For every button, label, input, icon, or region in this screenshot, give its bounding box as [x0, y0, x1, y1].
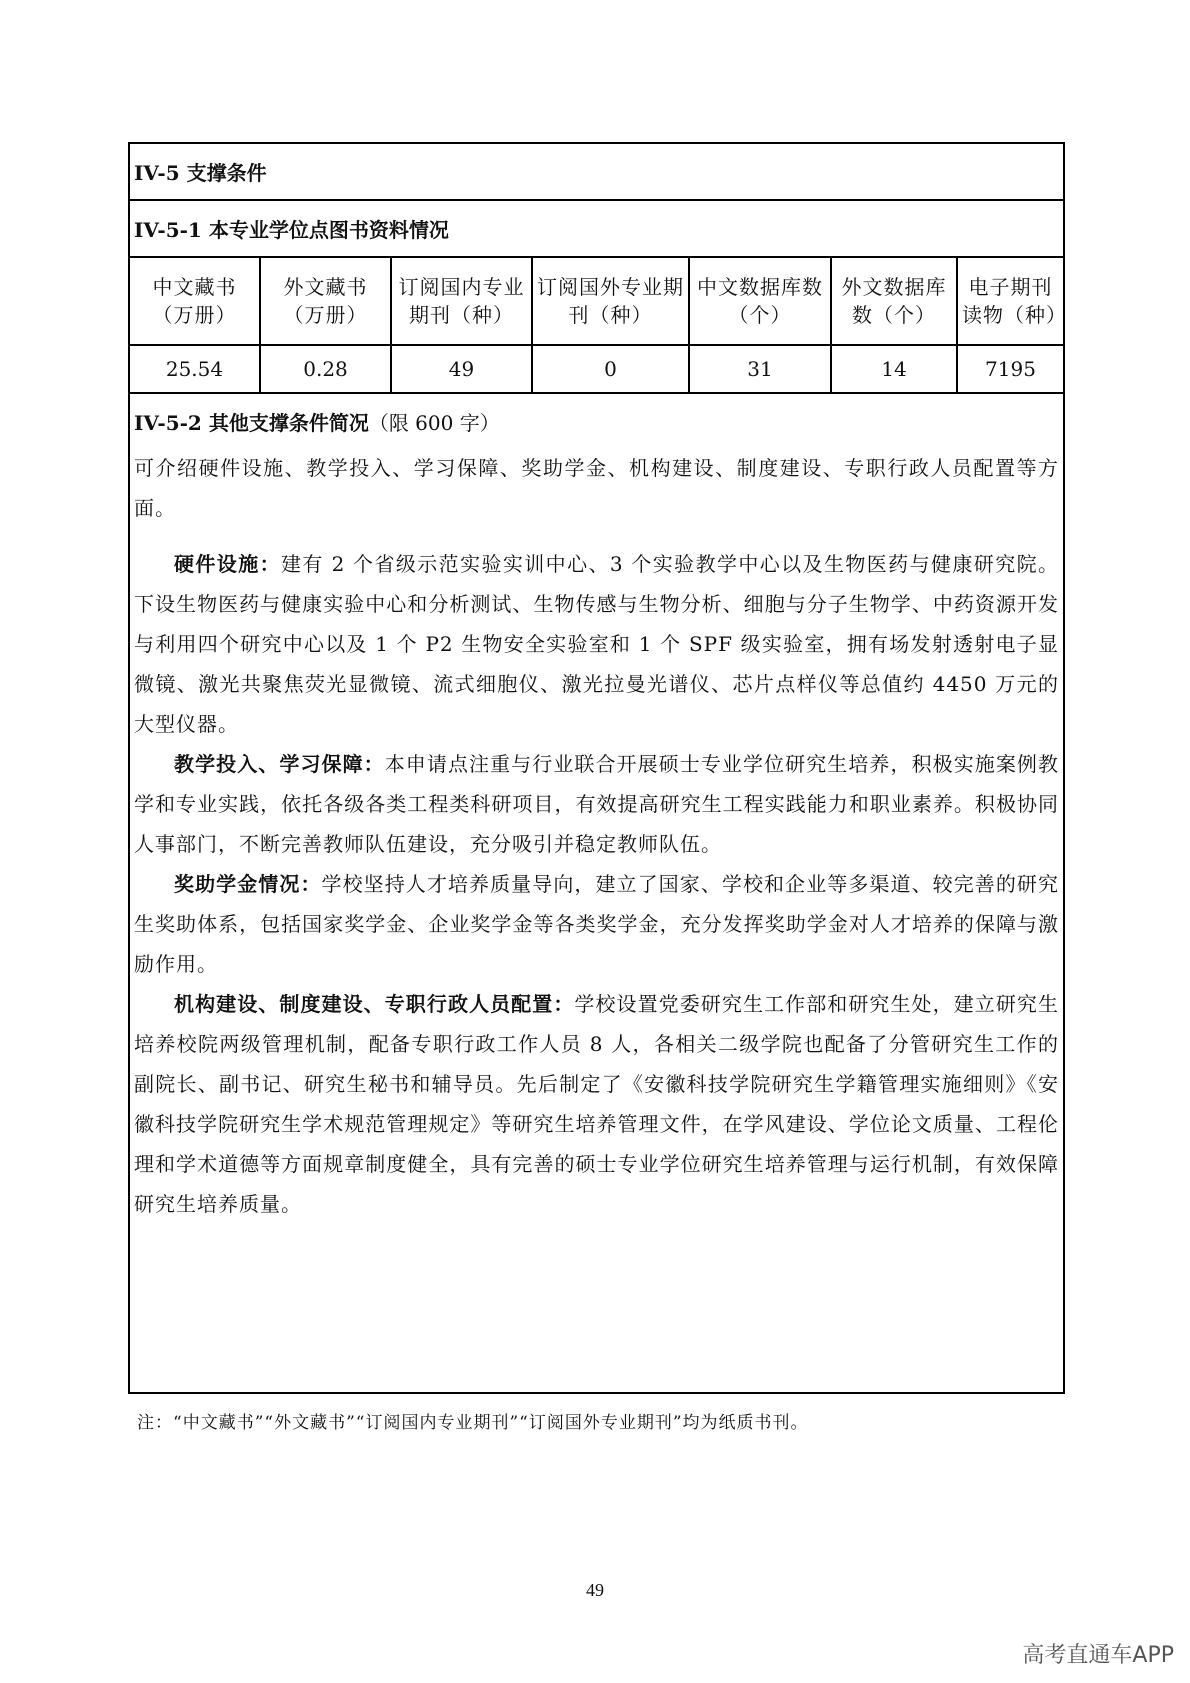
subsection-2-title-row [130, 394, 1063, 448]
watermark: 高考直通车APP [1022, 1643, 1174, 1668]
paragraph-institutions-text: 学校设置党委研究生工作部和研究生处，建立研究生培养校院两级管理机制，配备专职行政工作人员 8 人，各相关二级学院也配备了分管研究生工作的副院长、副书记、研究生秘书和辅导员。先后制定了《安徽科技学院研究生学籍管理实施细则》《安徽科技学院研究生学术规范管理规定》等研究生培养管理文件，在学风建设、学位论文质量、工程伦理和学术道德等方面规章制度健全，具有完善的硕士专业学位研究生培养管理与运行机制，有效保障研究生培养质量。 [134, 992, 1060, 1216]
subsection-2-limit: （限 600 字） [368, 410, 500, 435]
page-number: 49 [586, 1580, 604, 1600]
other-support-content [134, 448, 1059, 1224]
paragraph-institutions-label: 机构建设、制度建设、专职行政人员配置： [174, 992, 575, 1016]
table-header-row [130, 258, 1067, 346]
subsection-2-title: IV-5-2 其他支撑条件简况 [134, 410, 369, 435]
value-chinese-databases: 31 [690, 346, 832, 392]
library-resources-table [130, 258, 1067, 394]
value-domestic-journals: 49 [392, 346, 533, 392]
paragraph-teaching-text: 本申请点注重与行业联合开展硕士专业学位研究生培养，积极实施案例教学和专业实践，依托各级各类工程类科研项目，有效提高研究生工程实践能力和职业素养。积极协同人事部门，不断完善教师队伍建设，充分吸引并稳定教师队伍。 [134, 752, 1060, 856]
value-foreign-books: 0.28 [261, 346, 392, 392]
subsection-1-title: IV-5-1 本专业学位点图书资料情况 [134, 218, 449, 242]
header-foreign-journals: 订阅国外专业期刊（种） [533, 258, 690, 344]
header-foreign-databases: 外文数据库数（个） [832, 258, 958, 344]
header-chinese-books: 中文藏书（万册） [130, 258, 261, 344]
value-foreign-databases: 14 [832, 346, 958, 392]
header-foreign-books: 外文藏书（万册） [261, 258, 392, 344]
header-domestic-journals: 订阅国内专业期刊（种） [392, 258, 533, 344]
support-conditions-form [128, 142, 1065, 1394]
footnote: 注：“中文藏书”“外文藏书”“订阅国内专业期刊”“订阅国外专业期刊”均为纸质书刊。 [137, 1413, 809, 1433]
paragraph-scholarships [134, 864, 1059, 984]
value-chinese-books: 25.54 [130, 346, 261, 392]
paragraph-hardware [134, 544, 1059, 744]
paragraph-scholarships-label: 奖助学金情况： [174, 872, 322, 896]
value-foreign-journals: 0 [533, 346, 690, 392]
paragraph-scholarships-text: 学校坚持人才培养质量导向，建立了国家、学校和企业等多渠道、较完善的研究生奖助体系，包括国家奖学金、企业奖学金等各类奖学金，充分发挥奖助学金对人才培养的保障与激励作用。 [134, 872, 1060, 976]
paragraph-institutions [134, 984, 1059, 1224]
header-chinese-databases: 中文数据库数（个） [690, 258, 832, 344]
table-row [130, 346, 1063, 392]
section-title: IV-5 支撑条件 [134, 161, 267, 185]
subsection-1-title-row [130, 201, 1063, 258]
paragraph-hardware-text: 建有 2 个省级示范实验实训中心、3 个实验教学中心以及生物医药与健康研究院。下设生物医药与健康实验中心和分析测试、生物传感与生物分析、细胞与分子生物学、中药资源开发与利用四个研究中心以及 1 个 P2 生物安全实验室和 1 个 SPF 级实验室，拥有场发射透射电子显微镜、激光共聚焦荧光显微镜、流式细胞仪、激光拉曼光谱仪、芯片点样仪等总值约 4450 万元的大型仪器。 [134, 552, 1059, 736]
header-e-journals: 电子期刊读物（种） [962, 275, 1067, 327]
paragraph-teaching-label: 教学投入、学习保障： [174, 752, 385, 776]
section-title-row [130, 144, 1063, 201]
content-intro: 可介绍硬件设施、教学投入、学习保障、奖助学金、机构建设、制度建设、专职行政人员配置等方面。 [134, 456, 1059, 520]
paragraph-hardware-label: 硬件设施： [174, 552, 282, 576]
value-e-journals: 7195 [985, 357, 1036, 381]
paragraph-teaching [134, 744, 1059, 864]
